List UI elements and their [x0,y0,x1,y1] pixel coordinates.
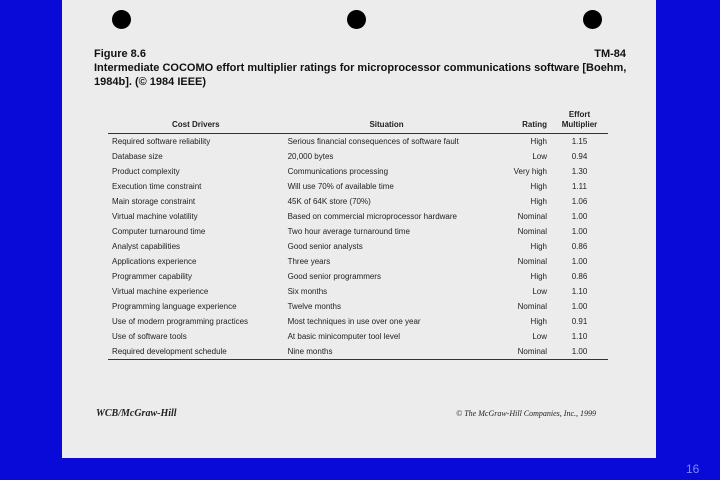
cell-rating: Low [532,152,547,161]
cell-situation: Based on commercial microprocessor hardware [287,212,457,221]
header-situation: Situation [284,108,490,134]
cell-cost-driver: Required development schedule [108,344,284,360]
binder-hole-left [112,10,131,29]
cell-cost-driver: Programmer capability [112,272,193,281]
cell-rating: Nominal [517,257,547,266]
cell-situation: Two hour average turnaround time [287,227,410,236]
cell-cost-driver: Main storage constraint [112,197,196,206]
cell-situation: Three years [287,257,331,266]
cell-rating: High [530,197,547,206]
table-header-row [108,108,608,134]
table-row [108,149,608,164]
cell-effort-multiplier: 1.00 [571,257,588,266]
publisher-logo-text: WCB/McGraw-Hill [96,408,177,419]
cell-cost-driver: Programming language experience [112,302,237,311]
table-row [108,239,608,254]
cell-effort-multiplier: 1.10 [571,332,588,341]
table-row [108,164,608,179]
figure-caption: Intermediate COCOMO effort multiplier ratings for microprocessor communications software [Boehm, 1984b]. (© 1984 IEEE) [94,62,627,88]
cell-situation: At basic minicomputer tool level [287,332,401,341]
cell-effort-multiplier: 1.00 [551,344,608,360]
cell-effort-multiplier: 1.15 [571,137,588,146]
cell-cost-driver: Virtual machine volatility [112,212,198,221]
cell-effort-multiplier: 0.91 [571,317,588,326]
cell-cost-driver: Computer turnaround time [112,227,206,236]
cell-rating: Nominal [490,344,551,360]
cell-rating: High [530,182,547,191]
binder-hole-center [347,10,366,29]
cell-cost-driver: Applications experience [112,257,197,266]
cell-situation: Twelve months [287,302,341,311]
cell-effort-multiplier: 1.00 [571,302,588,311]
table-row [108,269,608,284]
slide-number: 16 [686,462,700,476]
effort-multiplier-table [108,108,608,360]
cell-situation: Good senior analysts [287,242,363,251]
table-row [108,254,608,269]
cell-effort-multiplier: 0.86 [571,242,588,251]
cell-effort-multiplier: 1.06 [571,197,588,206]
cell-effort-multiplier: 1.11 [572,182,587,191]
table-row [108,224,608,239]
cell-rating: Low [532,287,547,296]
cell-rating: Low [532,332,547,341]
table-row [108,314,608,329]
cell-effort-multiplier: 1.00 [571,212,588,221]
cell-situation: Good senior programmers [287,272,381,281]
header-effort-multiplier: Effort Multiplier [551,108,608,134]
cell-effort-multiplier: 0.94 [571,152,588,161]
cell-situation: Communications processing [287,167,389,176]
cell-effort-multiplier: 1.10 [571,287,588,296]
header-rating: Rating [490,108,551,134]
table-row [108,209,608,224]
cell-rating: High [530,137,547,146]
cell-rating: High [530,317,547,326]
table-row [108,194,608,209]
cell-rating: Very high [513,167,547,176]
cell-situation: 20,000 bytes [287,152,334,161]
cell-rating: Nominal [517,302,547,311]
cell-situation: Nine months [284,344,490,360]
cell-rating: Nominal [517,227,547,236]
cell-cost-driver: Use of software tools [112,332,187,341]
cell-rating: Nominal [517,212,547,221]
cell-cost-driver: Virtual machine experience [112,287,209,296]
cell-cost-driver: Database size [112,152,163,161]
table-row [108,329,608,344]
cell-cost-driver: Execution time constraint [112,182,202,191]
document-page [62,0,656,458]
cell-rating: High [530,272,547,281]
cell-cost-driver: Required software reliability [112,137,211,146]
copyright-notice: © The McGraw-Hill Companies, Inc., 1999 [456,409,596,418]
table-row [108,299,608,314]
cell-situation: Will use 70% of available time [287,182,394,191]
figure-label: Figure 8.6 [94,48,146,60]
cell-rating: High [530,242,547,251]
table-row [108,344,608,360]
table-row [108,284,608,299]
cell-effort-multiplier: 1.30 [571,167,588,176]
cell-effort-multiplier: 1.00 [571,227,588,236]
cell-situation: 45K of 64K store (70%) [287,197,371,206]
cell-situation: Most techniques in use over one year [287,317,421,326]
cell-effort-multiplier: 0.86 [571,272,588,281]
table-row [108,179,608,194]
cell-situation: Serious financial consequences of software fault [287,137,459,146]
binder-hole-right [583,10,602,29]
cell-cost-driver: Use of modern programming practices [112,317,249,326]
cell-cost-driver: Product complexity [112,167,180,176]
table-body [108,134,608,360]
header-cost-drivers: Cost Drivers [108,108,284,134]
cell-cost-driver: Analyst capabilities [112,242,181,251]
cell-situation: Six months [287,287,328,296]
table-row [108,134,608,150]
transparency-code: TM-84 [594,48,626,60]
